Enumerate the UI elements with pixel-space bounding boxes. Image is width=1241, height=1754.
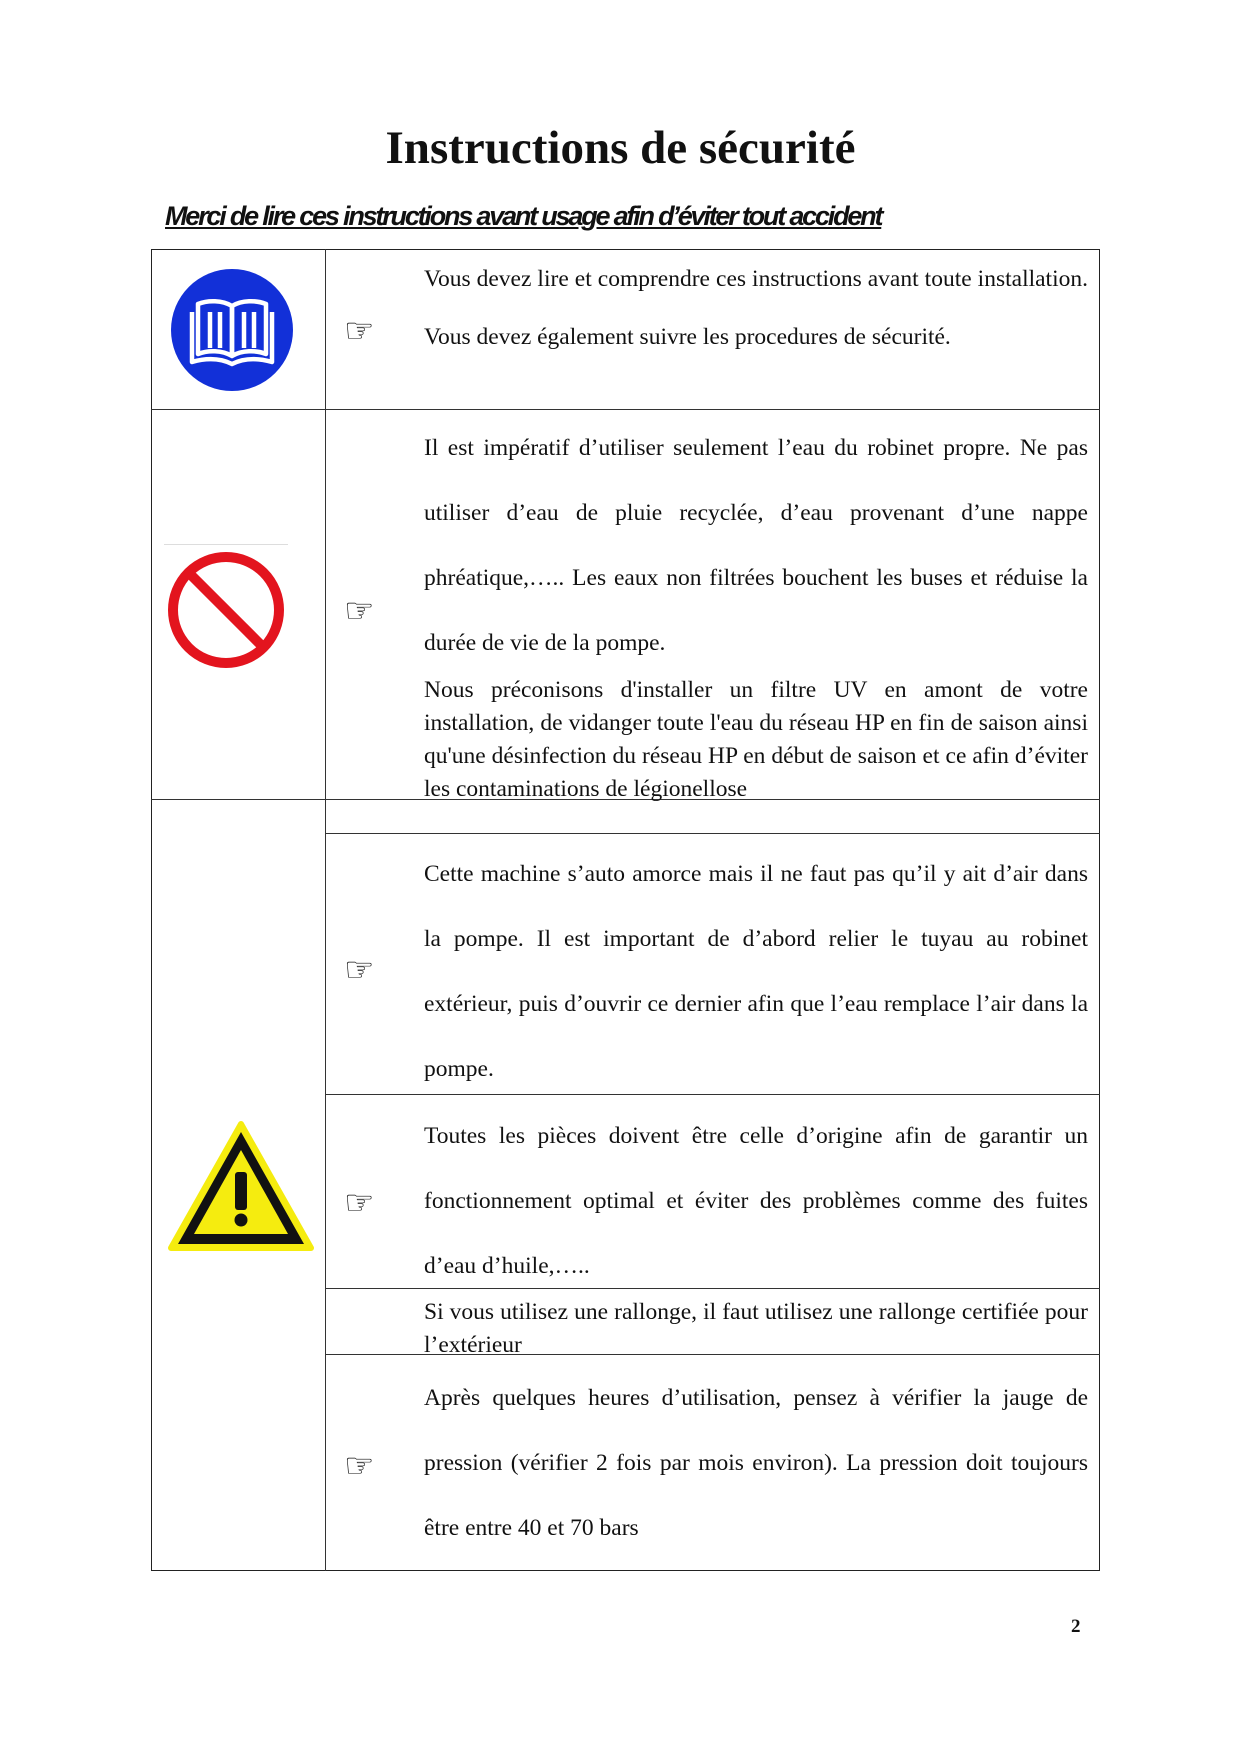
pointing-hand-icon: ☞ [344, 591, 375, 631]
exclamation-bar [235, 1172, 247, 1210]
instruction-clean-water: Il est impératif d’utiliser seulement l’eau du robinet propre. Ne pas utiliser d’eau de pluie recyclée, d’eau provenant d’une nappe phréatique,….. Les eaux non filtrées bouchent les buses et réduise la durée de vie de la pompe. [424, 435, 1088, 656]
read-manual-sign [170, 268, 294, 392]
exclamation-dot [235, 1214, 248, 1227]
instruction-pressure-gauge: Après quelques heures d’utilisation, pensez à vérifier la jauge de pression (vérifier 2 fois par mois environ). La pression doit toujours être entre 40 et 70 bars [424, 1385, 1088, 1541]
book-manual-icon [170, 268, 294, 392]
pointing-hand-icon: ☞ [344, 311, 375, 351]
page-number: 2 [1071, 1616, 1081, 1637]
instruction-extension-cord: Si vous utilisez une rallonge, il faut utilisez une rallonge certifiée pour l’extérieur [424, 1299, 1088, 1358]
sign-top-rule [164, 544, 288, 545]
instruction-read-manual: Vous devez lire et comprendre ces instructions avant toute installation. Vous devez également suivre les procedures de sécurité. [424, 266, 1088, 350]
prohibited-sign [164, 544, 288, 668]
pointing-hand-icon: ☞ [344, 950, 375, 990]
warning-sign [168, 1120, 314, 1254]
warning-triangle-icon [168, 1120, 314, 1254]
instruction-self-priming: Cette machine s’auto amorce mais il ne faut pas qu’il y ait d’air dans la pompe. Il est important de d’abord relier le tuyau au robinet extérieur, puis d’ouvrir ce dernier afin que l’eau remplace l’air dans la pompe. [424, 861, 1088, 1082]
instruction-original-parts: Toutes les pièces doivent être celle d’origine afin de garantir un fonctionnement optimal et éviter des problèmes comme des fuites d’eau d’huile,….. [424, 1123, 1088, 1279]
prohibition-icon [164, 548, 288, 672]
red-slash [188, 572, 264, 648]
page-title: Instructions de sécurité [385, 122, 856, 174]
instruction-uv-filter: Nous préconisons d'installer un filtre UV en amont de votre installation, de vidanger toute l'eau du réseau HP en fin de saison ainsi qu'une désinfection du réseau HP en début de saison et ce afin d’éviter les contaminations de légionellose [424, 677, 1088, 802]
subtitle: Merci de lire ces instructions avant usage afin d’éviter tout accident [165, 201, 882, 231]
column-divider [325, 249, 326, 1571]
pointing-hand-icon: ☞ [344, 1183, 375, 1223]
row-divider-3 [325, 833, 1100, 834]
row-divider-1 [151, 409, 1100, 410]
pointing-hand-icon: ☞ [344, 1446, 375, 1486]
